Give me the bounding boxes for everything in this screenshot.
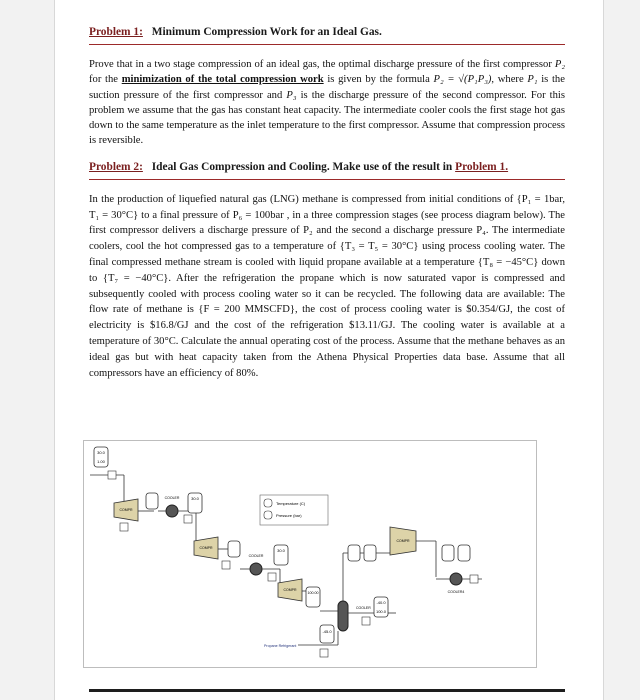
compressor-1-label: COMPR [119, 508, 133, 512]
cooler-2 [249, 554, 264, 575]
stream-box-6 [306, 587, 320, 607]
cooler-1-label: COOLER [164, 496, 180, 500]
problem1-label: Problem 1: [89, 26, 143, 38]
compressor-1 [114, 499, 138, 521]
p1-suction: is the suction pressure of the first compressor and [89, 74, 565, 101]
stream-box-2 [146, 493, 158, 509]
inlet-temp-text: 30.0 [97, 450, 105, 455]
stream-5-temp: 30.0 [277, 548, 285, 553]
problem2-title: Ideal Gas Compression and Cooling. Make use of the result in [151, 160, 453, 173]
chiller-label: COOLER [356, 606, 371, 610]
document-content [89, 20, 565, 387]
legend-pressure: Pressure (bar) [276, 513, 302, 518]
problem1-paragraph [89, 57, 565, 149]
p1-for-the: for the [89, 74, 118, 86]
stream-tag-5 [268, 573, 276, 581]
stream-tag-4 [222, 561, 230, 569]
p1-intro: Prove that in a two stage compression of an ideal gas, the optimal discharge pressure of the first compressor [89, 59, 552, 70]
propane-label: Propane Refrigerant [264, 644, 297, 648]
problem2-label: Problem 2: [89, 160, 143, 173]
p1-var-p2: P₂ [554, 59, 565, 70]
inlet-pres-text: 1.00 [97, 459, 105, 464]
problem2-ref: Problem 1. [455, 160, 509, 173]
p1-var-p1: P₁ [527, 74, 538, 86]
compressor-3-label: COMPR [283, 588, 297, 592]
compressor-4 [390, 527, 416, 555]
compressor-2 [194, 537, 218, 559]
compressor-2-label: COMPR [199, 546, 213, 550]
stream-box-5 [274, 545, 288, 565]
process-diagram [83, 440, 537, 668]
stream-tag-11 [470, 575, 478, 583]
compressor-3 [278, 579, 302, 601]
p1-var-p3: P₃ [286, 89, 297, 101]
footer-rule [89, 689, 565, 692]
stream-tag-3 [184, 515, 192, 523]
p1-formula: P₂ = √(P₁P₃) [433, 74, 492, 86]
legend-temperature: Temperature (C) [276, 501, 306, 506]
stream-box-8 [320, 625, 334, 643]
compressor-4-label: COMPR [396, 539, 410, 543]
heading-rule [89, 44, 565, 45]
document-page [54, 0, 604, 700]
stream-box-4 [228, 541, 240, 557]
legend [260, 495, 328, 525]
inlet-stream-box [94, 447, 108, 467]
stream-7-pres: 100.0 [375, 609, 387, 614]
propane-chiller [338, 601, 348, 631]
feed-stream [90, 471, 124, 479]
heading-rule-2 [89, 179, 565, 180]
stream-6-temp: 100.00 [307, 591, 319, 595]
problem2-paragraph: In the production of liquefied natural gas (LNG) methane is compressed from initial conditions of {P₁ = 1bar, T₁ = 30°C} to a final pressure of P₆ = 100bar , in a three compression stages (see process diagram below). The first compressor delivers a discharge pressure of P₂ and the second a discharge pressure P₄. The intermediate coolers, cool the hot compressed gas to a temperature of {T₃ = T₅ = 30°C} using process cooling water. The final compressed methane stream is cooled with liquid propane available at a temperature {T₈ = −45°C} down to {T₇ = −40°C}. After the refrigeration the propane which is now saturated vapor is compressed and subsequently cooled with process cooling water so it can be recycled. The following data are available: The flow rate of methane is {F = 200 MMSCFD}, the cost of process cooling water is $0.354/GJ, the cost of electricity is $16.8/GJ and the cost of the refrigeration $13.11/GJ. The cooling water is available at a temperature of 30°C. Calculate the annual operating cost of the process. Assume that the methane behaves as an ideal gas but with heat capacity taken from the Athena Physical Properties data base. Assume that all compressors have an efficiency of 80%. [89, 193, 565, 379]
cooler-4 [448, 573, 465, 594]
stream-3-temp: 30.0 [191, 496, 199, 501]
p1-given: is given by the formula [327, 74, 430, 86]
stream-box-10 [442, 545, 470, 561]
p1-bold-phrase: minimization of the total compression work [121, 74, 324, 86]
cooler-1 [165, 496, 180, 517]
stream-box-7 [374, 597, 388, 617]
process-diagram-svg [84, 441, 536, 667]
problem1-title: Minimum Compression Work for an Ideal Gas. [151, 26, 382, 38]
stream-tag-2 [120, 523, 128, 531]
cooler-4-label: COOLER4 [447, 590, 465, 594]
cooler-2-label: COOLER [248, 554, 264, 558]
p1-where: , where [491, 74, 524, 86]
stream-box-3 [188, 493, 202, 513]
problem2-heading [89, 161, 565, 173]
stream-7-temp: -40.0 [376, 600, 386, 605]
stream-8-temp: -45.0 [322, 629, 332, 634]
problem1-heading [89, 26, 565, 38]
stream-tag-7 [362, 617, 370, 625]
p1-rest: is the discharge pressure of the second compressor. For this problem we assume that the gas has constant heat capacity. The intermediate cooler cools the first stage hot gas down to the same temperature as the inlet temperature to the first compressor. Assume that compression process is reversible. [89, 89, 565, 147]
